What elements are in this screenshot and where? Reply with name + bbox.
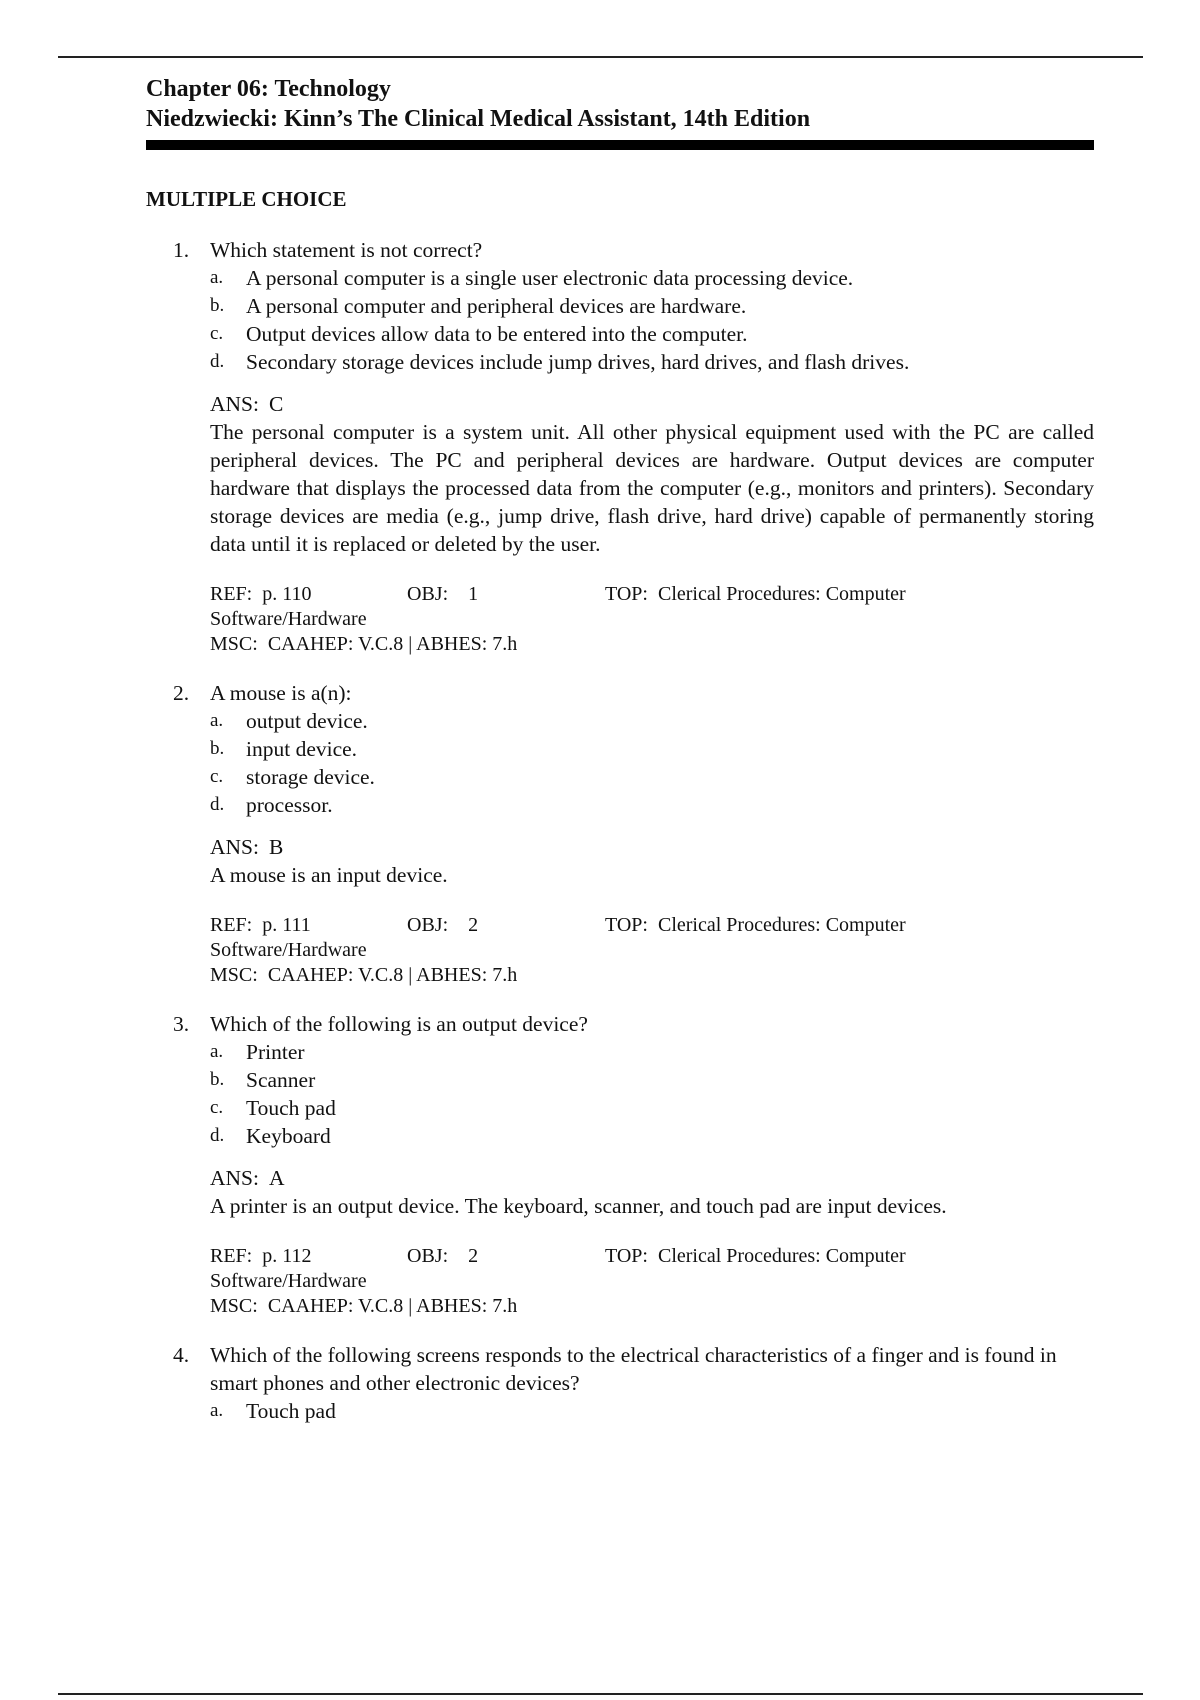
answer-value: A — [268, 1166, 285, 1190]
option-list — [210, 707, 1094, 819]
option-text: Printer — [246, 1040, 305, 1064]
question-number: 3. — [173, 1012, 190, 1036]
option-letter: d. — [210, 1125, 225, 1146]
chapter-title: Chapter 06: Technology — [146, 76, 391, 102]
option-letter: c. — [210, 766, 224, 787]
option-letter: b. — [210, 1069, 225, 1090]
option-text: Scanner — [246, 1068, 316, 1092]
question-number: 2. — [173, 681, 190, 705]
option-c — [210, 320, 1094, 348]
topic-label: TOP: — [605, 914, 648, 936]
topic-continued: Software/Hardware — [210, 1270, 367, 1292]
question-number: 4. — [173, 1343, 190, 1367]
topic-label: TOP: — [605, 583, 648, 605]
obj-label: OBJ: — [407, 583, 449, 605]
topic-value: Clerical Procedures: Computer — [657, 583, 906, 605]
metadata — [210, 913, 1094, 988]
ref — [210, 1244, 312, 1269]
option-letter: c. — [210, 1097, 224, 1118]
option-letter: c. — [210, 323, 224, 344]
bottom-rule — [58, 1693, 1143, 1695]
answer-block — [210, 1164, 1094, 1220]
obj — [407, 913, 478, 938]
option-letter: b. — [210, 295, 225, 316]
option-text: A personal computer and peripheral devices are hardware. — [246, 294, 747, 318]
question-4 — [146, 1341, 1094, 1425]
top-rule — [58, 56, 1143, 58]
topic — [605, 582, 906, 607]
option-a — [210, 264, 1094, 292]
option-list — [210, 1397, 1094, 1425]
option-letter: a. — [210, 1400, 224, 1421]
option-letter: d. — [210, 794, 225, 815]
answer-block — [210, 833, 1094, 889]
topic-value: Clerical Procedures: Computer — [657, 914, 906, 936]
topic — [605, 913, 906, 938]
option-b — [210, 735, 1094, 763]
option-letter: b. — [210, 738, 225, 759]
answer-line — [210, 1164, 1094, 1192]
answer-value: C — [268, 392, 284, 416]
section-title: MULTIPLE CHOICE — [146, 187, 347, 211]
rationale: A printer is an output device. The keyboard, scanner, and touch pad are input devices. — [210, 1194, 947, 1218]
answer-label: ANS: — [210, 392, 259, 416]
option-text: output device. — [246, 709, 368, 733]
obj — [407, 1244, 478, 1269]
option-letter: a. — [210, 267, 224, 288]
obj-label: OBJ: — [407, 1245, 449, 1267]
rationale: A mouse is an input device. — [210, 863, 448, 887]
option-text: Touch pad — [246, 1399, 336, 1423]
answer-line — [210, 390, 1094, 418]
topic-continued: Software/Hardware — [210, 939, 367, 961]
metadata — [210, 1244, 1094, 1319]
msc-label: MSC: — [210, 964, 258, 986]
ref-label: REF: — [210, 914, 253, 936]
answer-value: B — [268, 835, 284, 859]
option-text: input device. — [246, 737, 358, 761]
msc — [210, 963, 1094, 988]
answer-label: ANS: — [210, 1166, 259, 1190]
document-header — [146, 74, 1094, 150]
question-stem: Which of the following is an output device? — [210, 1012, 588, 1036]
msc-label: MSC: — [210, 1295, 258, 1317]
rationale: The personal computer is a system unit. All other physical equipment used with the PC are called peripheral devices. The PC and peripheral devices are hardware. Output devices are computer hardware that displays the processed data from the computer (e.g., monitors and printers). Secondary storage devices are media (e.g., jump drive, flash drive, hard drive) capable of permanently storing data until it is replaced or deleted by the user. — [210, 420, 1094, 556]
question-number: 1. — [173, 238, 190, 262]
option-list — [210, 264, 1094, 376]
option-d — [210, 348, 1094, 376]
question-stem: A mouse is a(n): — [210, 681, 352, 705]
obj-value: 2 — [468, 1245, 479, 1267]
option-text: Touch pad — [246, 1096, 336, 1120]
topic-label: TOP: — [605, 1245, 648, 1267]
ref-value: p. 110 — [262, 583, 312, 605]
ref — [210, 582, 312, 607]
answer-line — [210, 833, 1094, 861]
topic-continued: Software/Hardware — [210, 608, 367, 630]
option-text: Secondary storage devices include jump drives, hard drives, and flash drives. — [246, 350, 910, 374]
option-a — [210, 707, 1094, 735]
header-bar — [146, 140, 1094, 150]
option-letter: d. — [210, 351, 225, 372]
question-3 — [146, 1010, 1094, 1319]
msc-label: MSC: — [210, 633, 258, 655]
book-title: Niedzwiecki: Kinn’s The Clinical Medical Assistant, 14th Edition — [146, 106, 811, 132]
obj-value: 1 — [468, 583, 479, 605]
question-list — [146, 236, 1094, 1447]
obj-value: 2 — [468, 914, 479, 936]
answer-label: ANS: — [210, 835, 259, 859]
option-text: processor. — [246, 793, 333, 817]
option-c — [210, 763, 1094, 791]
ref-value: p. 111 — [262, 914, 311, 936]
obj-label: OBJ: — [407, 914, 449, 936]
option-text: storage device. — [246, 765, 375, 789]
answer-block — [210, 390, 1094, 558]
msc-value: CAAHEP: V.C.8 | ABHES: 7.h — [267, 633, 518, 655]
msc — [210, 632, 1094, 657]
option-text: Keyboard — [246, 1124, 331, 1148]
ref — [210, 913, 311, 938]
topic — [605, 1244, 906, 1269]
msc — [210, 1294, 1094, 1319]
option-d — [210, 1122, 1094, 1150]
option-letter: a. — [210, 710, 224, 731]
topic-value: Clerical Procedures: Computer — [657, 1245, 906, 1267]
question-1 — [146, 236, 1094, 657]
ref-label: REF: — [210, 583, 253, 605]
option-b — [210, 1066, 1094, 1094]
option-b — [210, 292, 1094, 320]
ref-value: p. 112 — [262, 1245, 312, 1267]
msc-value: CAAHEP: V.C.8 | ABHES: 7.h — [267, 964, 518, 986]
question-2 — [146, 679, 1094, 988]
option-d — [210, 791, 1094, 819]
question-stem: Which statement is not correct? — [210, 238, 483, 262]
msc-value: CAAHEP: V.C.8 | ABHES: 7.h — [267, 1295, 518, 1317]
option-c — [210, 1094, 1094, 1122]
metadata — [210, 582, 1094, 657]
option-text: Output devices allow data to be entered into the computer. — [246, 322, 748, 346]
option-letter: a. — [210, 1041, 224, 1062]
obj — [407, 582, 478, 607]
option-a — [210, 1397, 1094, 1425]
option-list — [210, 1038, 1094, 1150]
ref-label: REF: — [210, 1245, 253, 1267]
option-a — [210, 1038, 1094, 1066]
option-text: A personal computer is a single user electronic data processing device. — [246, 266, 854, 290]
question-stem: Which of the following screens responds to the electrical characteristics of a finger and is found in smart phones and other electronic devices? — [210, 1343, 1057, 1395]
